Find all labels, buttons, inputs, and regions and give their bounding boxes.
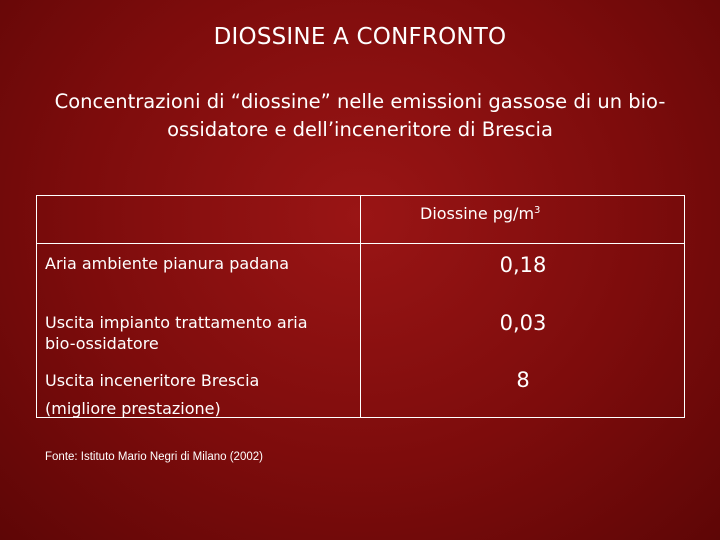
header-superscript: 3 [534, 205, 541, 216]
slide-title: DIOSSINE A CONFRONTO [213, 24, 507, 50]
row-label-line2: (migliore prestazione) [45, 399, 221, 418]
header-label: Diossine pg/m [420, 204, 535, 223]
row-label-line1: Aria ambiente pianura padana [45, 254, 290, 273]
table-row-label [45, 367, 259, 423]
table-header-diossine [420, 204, 540, 223]
row-label-line1: Uscita inceneritore Brescia [45, 371, 260, 390]
row-label-line2: bio-ossidatore [45, 334, 159, 353]
source-note: Fonte: Istituto Mario Negri di Milano (2002) [45, 451, 263, 463]
table-header-divider [37, 243, 684, 244]
table-row-value: 0,03 [499, 311, 547, 335]
table-row-value: 0,18 [499, 253, 547, 277]
table-row-label [45, 312, 308, 354]
table-row-label [45, 253, 289, 274]
slide-subtitle: Concentrazioni di “diossine” nelle emissioni gassose di un bio-ossidatore e dell’inceneritore di Brescia [54, 90, 666, 141]
table-column-divider [360, 196, 361, 417]
table-row-value: 8 [516, 368, 530, 392]
row-label-line1: Uscita impianto trattamento aria [45, 313, 308, 332]
